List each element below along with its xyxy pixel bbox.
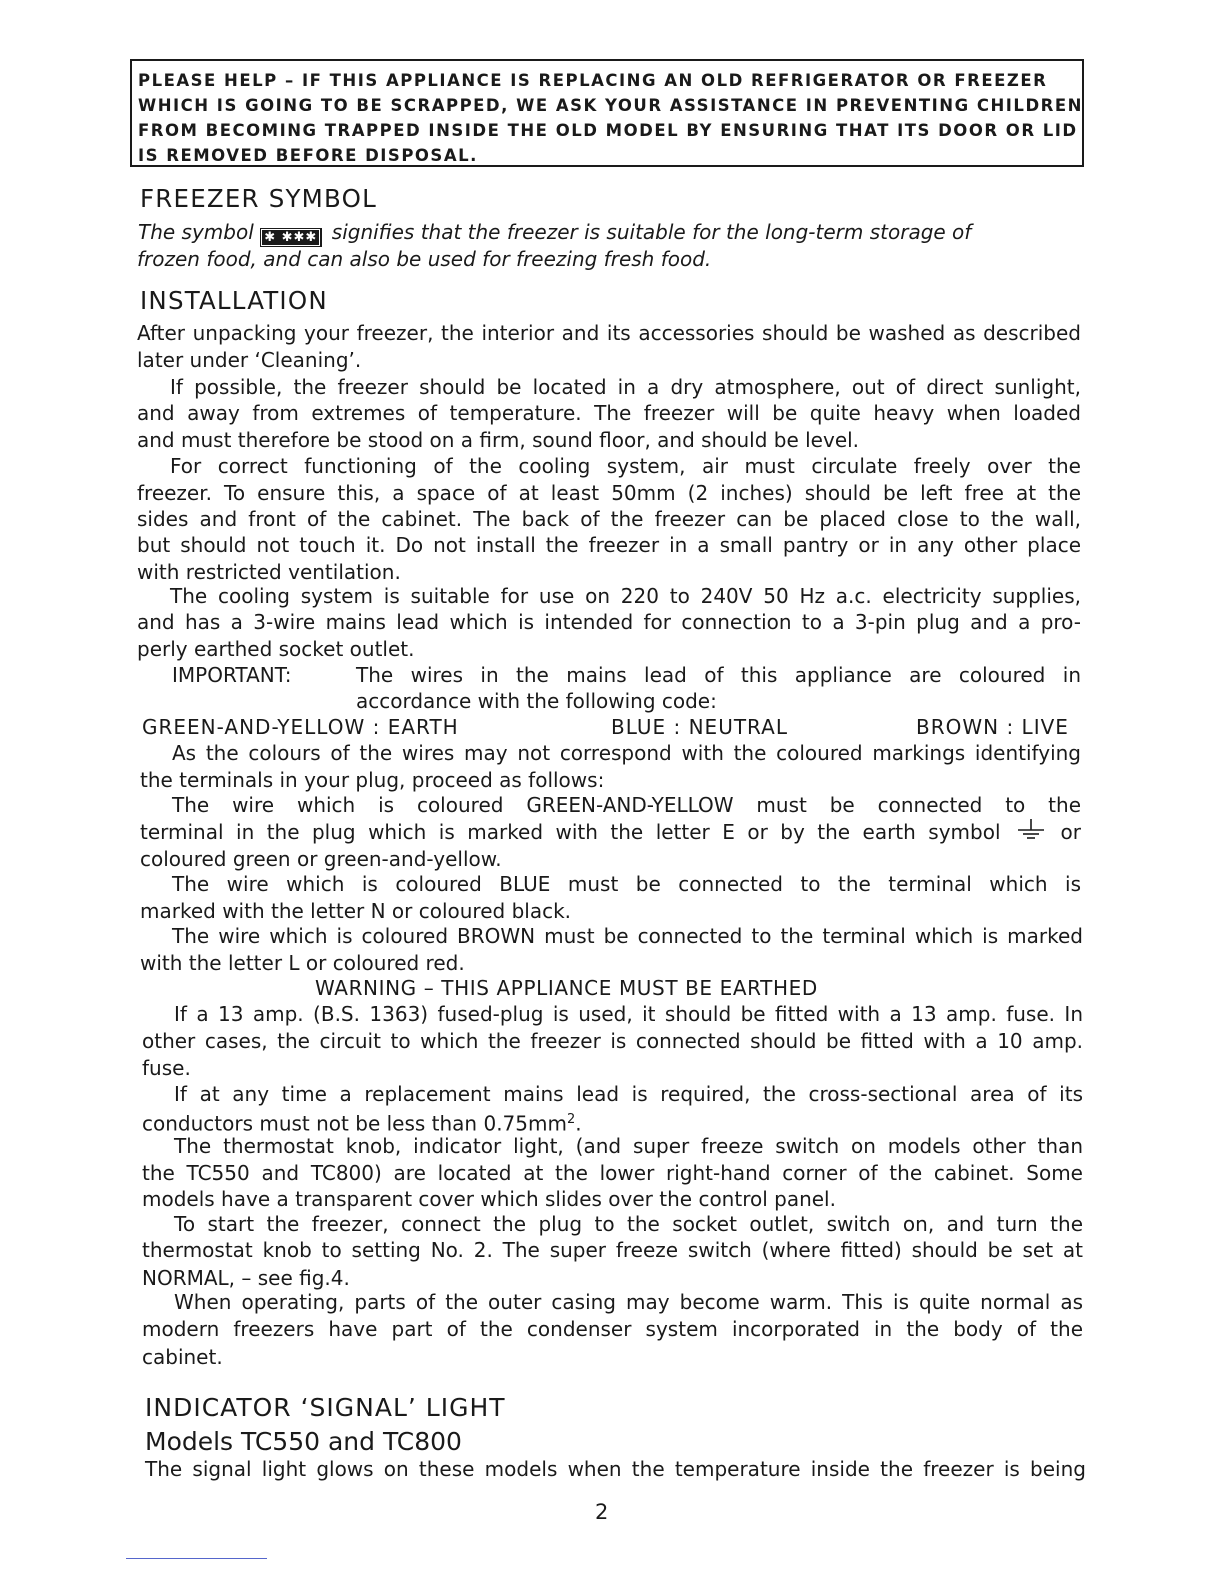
four-star-freezer-symbol-icon: ✱ ✱✱✱ xyxy=(260,228,322,247)
body-line: perly earthed socket outlet. xyxy=(137,637,415,661)
earthed-warning: WARNING – THIS APPLIANCE MUST BE EARTHED xyxy=(315,976,818,1000)
earth-symbol-icon xyxy=(1015,819,1047,841)
body-line: thermostat knob to setting No. 2. The super freeze switch (where fitted) should be set at xyxy=(142,1238,1083,1262)
symbol-text-post: signifies that the freezer is suitable for the long-term storage of xyxy=(331,220,972,244)
indicator-subheading: Models TC550 and TC800 xyxy=(145,1427,462,1456)
body-line: and has a 3-wire mains lead which is intended for connection to a 3-pin plug and a pro- xyxy=(137,610,1081,634)
body-line: freezer. To ensure this, a space of at least 50mm (2 inches) should be left free at the xyxy=(137,481,1081,505)
warning-line: PLEASE HELP – IF THIS APPLIANCE IS REPLACING AN OLD REFRIGERATOR OR FREEZER xyxy=(138,71,1048,90)
important-line-2: accordance with the following code: xyxy=(356,689,717,713)
body-line: The thermostat knob, indicator light, (and super freeze switch on models other than xyxy=(174,1134,1083,1158)
body-line: The signal light glows on these models when the temperature inside the freezer is being xyxy=(145,1457,1086,1481)
page-edge-mark xyxy=(126,1558,267,1559)
body-line: and must therefore be stood on a firm, sound floor, and should be level. xyxy=(137,428,860,452)
body-line: When operating, parts of the outer casing may become warm. This is quite normal as xyxy=(174,1290,1083,1314)
warning-line: IS REMOVED BEFORE DISPOSAL. xyxy=(138,146,478,165)
body-line: the terminals in your plug, proceed as follows: xyxy=(140,768,605,792)
earth-symbol-line xyxy=(140,819,1081,845)
installation-heading: INSTALLATION xyxy=(140,286,328,315)
body-line: If at any time a replacement mains lead is required, the cross-sectional area of its xyxy=(174,1082,1083,1106)
body-line: but should not touch it. Do not install the freezer in a small pantry or in any other place xyxy=(137,533,1081,557)
body-line: models have a transparent cover which slides over the control panel. xyxy=(142,1187,836,1211)
freezer-symbol-line-2: frozen food, and can also be used for freezing fresh food. xyxy=(137,247,712,271)
body-line: As the colours of the wires may not correspond with the coloured markings identifying xyxy=(172,741,1081,765)
body-line: the TC550 and TC800) are located at the lower right-hand corner of the cabinet. Some xyxy=(142,1161,1083,1185)
warning-line: WHICH IS GOING TO BE SCRAPPED, WE ASK YOUR ASSISTANCE IN PREVENTING CHILDREN xyxy=(138,96,1083,115)
body-line: cabinet. xyxy=(142,1345,223,1369)
conductors-line: conductors must not be less than $0.75mm^2$. xyxy=(142,1111,582,1136)
freezer-symbol-line-1 xyxy=(138,219,1080,245)
body-line: later under ‘Cleaning’. xyxy=(137,348,362,372)
freezer-symbol-heading: FREEZER SYMBOL xyxy=(140,184,377,213)
code-live: BROWN : LIVE xyxy=(916,715,1069,739)
body-line: other cases, the circuit to which the freezer is connected should be fitted with a 10 amp. xyxy=(142,1029,1083,1053)
body-line: marked with the letter N or coloured black. xyxy=(140,899,572,923)
code-neutral: BLUE : NEUTRAL xyxy=(611,715,788,739)
body-line: The cooling system is suitable for use on 220 to 240V 50 Hz a.c. electricity supplies, xyxy=(170,584,1081,608)
symbol-text-pre: The symbol xyxy=(138,220,254,244)
warning-line: FROM BECOMING TRAPPED INSIDE THE OLD MODEL BY ENSURING THAT ITS DOOR OR LID xyxy=(138,121,1078,140)
body-line: with the letter L or coloured red. xyxy=(140,951,465,975)
body-line: NORMAL, – see fig.4. xyxy=(142,1266,350,1290)
child-safety-warning-box xyxy=(130,59,1084,167)
earth-line-or: or xyxy=(1060,820,1081,844)
body-line: The wire which is coloured GREEN-AND-YELLOW must be connected to the xyxy=(172,793,1081,817)
body-line: For correct functioning of the cooling system, air must circulate freely over the xyxy=(170,454,1081,478)
body-line: modern freezers have part of the condenser system incorporated in the body of the xyxy=(142,1317,1083,1341)
body-line: and away from extremes of temperature. The freezer will be quite heavy when loaded xyxy=(137,401,1081,425)
body-line: To start the freezer, connect the plug to the socket outlet, switch on, and turn the xyxy=(174,1212,1083,1236)
indicator-heading: INDICATOR ‘SIGNAL’ LIGHT xyxy=(145,1393,506,1422)
body-line: fuse. xyxy=(142,1056,191,1080)
body-line: sides and front of the cabinet. The back of the freezer can be placed close to the wall, xyxy=(137,507,1081,531)
page-number: 2 xyxy=(595,1500,609,1524)
important-line-1: The wires in the mains lead of this appliance are coloured in xyxy=(356,663,1081,687)
body-line: with restricted ventilation. xyxy=(137,560,401,584)
body-line: If possible, the freezer should be located in a dry atmosphere, out of direct sunlight, xyxy=(170,375,1081,399)
body-line: If a 13 amp. (B.S. 1363) fused-plug is used, it should be fitted with a 13 amp. fuse. In xyxy=(174,1002,1083,1026)
body-line: The wire which is coloured BROWN must be connected to the terminal which is marked xyxy=(172,924,1083,948)
body-line: coloured green or green-and-yellow. xyxy=(140,847,502,871)
earth-line-text: terminal in the plug which is marked with the letter E or by the earth symbol xyxy=(140,820,1001,844)
code-earth: GREEN-AND-YELLOW : EARTH xyxy=(142,715,459,739)
important-label: IMPORTANT: xyxy=(172,663,292,687)
body-line: After unpacking your freezer, the interior and its accessories should be washed as described xyxy=(137,321,1081,345)
body-line: The wire which is coloured BLUE must be connected to the terminal which is xyxy=(172,872,1081,896)
